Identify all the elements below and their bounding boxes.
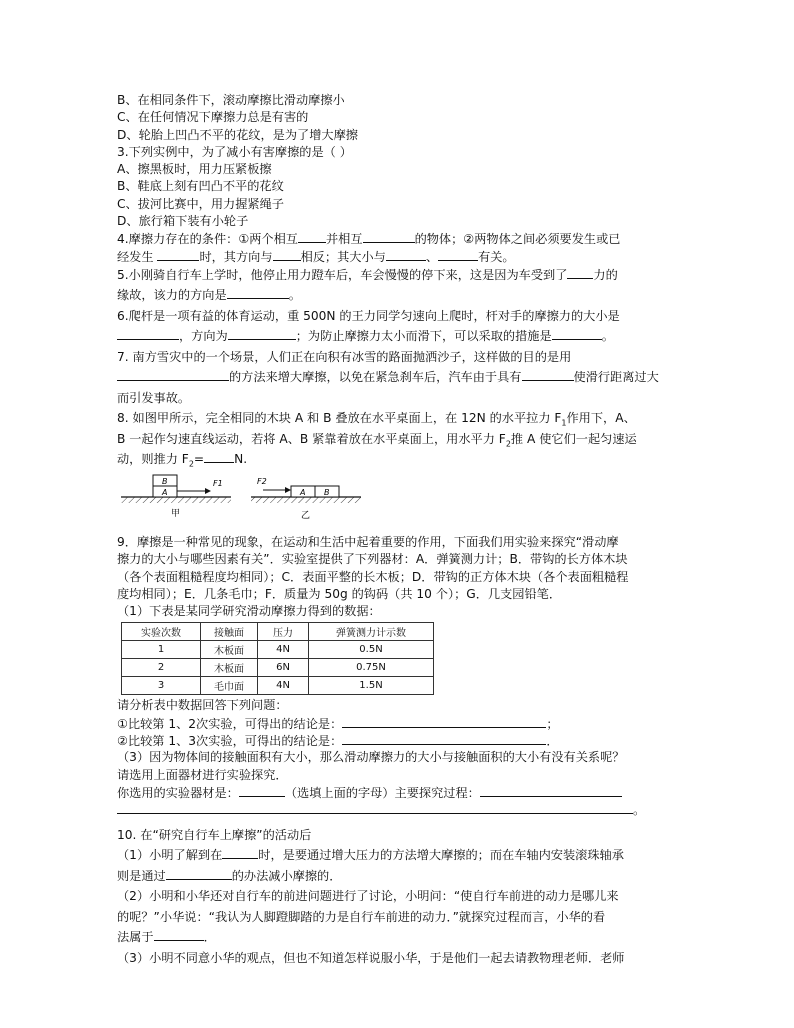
answer-blank[interactable] (117, 327, 179, 340)
table-header: 压力 (258, 623, 309, 641)
label-f1: F1 (213, 478, 223, 488)
option-d-line: D、轮胎上凹凸不平的花纹，是为了增大摩擦 (117, 127, 358, 142)
question-10-line-7: （3）小明不同意小华的观点，但也不知道怎样说服小华，于是他们一起去请教物理老师．老师 (117, 950, 625, 965)
answer-blank[interactable] (552, 327, 602, 340)
q4-text-a1: 4.摩擦力存在的条件：①两个相互 (117, 232, 298, 247)
option-b-line: B、在相同条件下，滚动摩擦比滑动摩擦小 (117, 93, 345, 107)
table-row (122, 659, 434, 677)
question-9-line-3: （各个表面粗糙程度均相同）；C．表面平整的长木板；D．带钩的正方体木块（各个表面粗糙程 (117, 569, 629, 584)
q10-text-3b: 的办法减小摩擦的． (231, 868, 342, 883)
table-surface-yi (251, 497, 361, 503)
table-cell: 1 (122, 641, 201, 659)
answer-blank[interactable] (204, 450, 234, 463)
q5-text-a: 5.小刚骑自行车上学时，他停止用力蹬车后，车会慢慢的停下来，这是因为车受到了 (117, 267, 568, 282)
blocks-diagram (117, 472, 367, 522)
q4-text-a3: 的物体；②两物体之间必须要发生或已 (414, 232, 621, 247)
question-9-line-5: （1）下表是某同学研究滑动摩擦力得到的数据： (117, 604, 381, 619)
q7-text-b1: 的方法来增大摩擦，以免在紧急刹车后，汽车由于具有 (229, 370, 522, 385)
answer-blank[interactable] (157, 248, 199, 261)
worksheet-page (117, 92, 687, 968)
question-9-line-4: 度均相同）；E．几条毛巾；F．质量为 50g 的钩码（共 10 个）；G．几支园铅笔． (117, 586, 562, 601)
q6-text-b3: 。 (601, 329, 614, 344)
answer-blank[interactable] (363, 230, 415, 243)
q3-option-a: A、擦黑板时，用力压紧板擦 (117, 162, 272, 177)
question-5-line-2 (117, 285, 687, 306)
table-cell: 4N (258, 641, 309, 659)
label-b-jia: B (162, 476, 168, 486)
q8-sub-3: 2 (188, 459, 194, 469)
q4-text-a2: 并相互 (326, 232, 363, 247)
answer-blank[interactable] (239, 784, 285, 797)
answer-blank[interactable] (342, 715, 546, 728)
q8-text-c2: = (193, 452, 205, 467)
question-3-stem: 3.下列实例中，为了减小有害摩擦的是（ ） (117, 144, 352, 159)
table-header: 实验次数 (122, 623, 201, 641)
q4-text-b3: 相反；其大小与 (300, 249, 386, 264)
table-header: 接触面 (201, 623, 258, 641)
q9-text-11b: （选填上面的字母）主要探究过程： (284, 785, 480, 800)
friction-data-table (121, 622, 434, 695)
q9-text-8: ②比较第 1、3次实验，可得出的结论是： (117, 734, 343, 749)
answer-blank[interactable] (438, 248, 478, 261)
q5-text-b: 缘故，该力的方向是 (117, 288, 227, 303)
answer-blank[interactable] (386, 248, 426, 261)
question-7-line-2 (117, 367, 687, 388)
q9-text-7: ①比较第 1、2次实验，可得出的结论是： (117, 716, 343, 731)
table-cell: 毛巾面 (201, 677, 258, 695)
answer-blank[interactable] (166, 867, 232, 880)
table-row (122, 677, 434, 695)
table-header: 弹簧测力计示数 (309, 623, 434, 641)
q4-text-b1: 经发生 (117, 249, 158, 264)
answer-blank[interactable] (273, 248, 301, 261)
q10-text-3a: 则是通过 (117, 868, 166, 883)
question-4-line-1 (117, 230, 687, 247)
question-8-line-1 (117, 408, 687, 429)
table-cell: 木板面 (201, 641, 258, 659)
question-4-line-2 (117, 248, 687, 265)
q3-option-b: B、鞋底上刻有凹凸不平的花纹 (117, 179, 284, 194)
label-f2: F2 (257, 476, 267, 486)
question-10-line-6 (117, 927, 687, 948)
answer-blank[interactable] (222, 846, 258, 859)
q8-text-b2: 推 A 使它们一起匀速运 (510, 431, 637, 446)
table-cell: 1.5N (309, 677, 434, 695)
q6-text-b2: ；为防止摩擦力太小而滑下，可以采取的措施是 (295, 329, 552, 344)
q8-text-c: 动，则推力 F (117, 452, 189, 467)
q5-text-a2: 力的 (593, 267, 618, 282)
q7-text-b2: 使滑行距离过大 (573, 370, 659, 385)
question-10-line-4: （2）小明和小华还对自行车的前进问题进行了讨论，小明问：“使自行车前进的动力是哪儿来 (117, 889, 619, 904)
question-7-line-1: 7. 南方雪灾中的一个场景，人们正在向积有冰雪的路面抛洒沙子，这样做的目的是用 (117, 349, 572, 364)
q8-text-a2: 作用下，A、 (566, 411, 636, 426)
answer-blank[interactable] (567, 266, 593, 279)
label-b-yi: B (324, 487, 330, 497)
q8-sub-2: 2 (505, 439, 511, 449)
question-10-line-3 (117, 866, 687, 887)
question-10-line-1: 10. 在“研究自行车上摩擦”的活动后 (117, 827, 312, 842)
table-cell: 4N (258, 677, 309, 695)
table-cell: 0.75N (309, 659, 434, 677)
answer-blank[interactable] (227, 286, 289, 299)
q3-option-c: C、拔河比赛中，用力握紧绳子 (117, 196, 284, 211)
q4-text-b2: 时，其方向与 (199, 249, 273, 264)
answer-blank[interactable] (342, 732, 546, 745)
question-9-line-11 (117, 784, 687, 801)
q8-text-c3: N. (234, 452, 248, 467)
q4-text-b5: 有关。 (478, 249, 515, 264)
answer-blank[interactable] (228, 327, 296, 340)
label-a-yi: A (300, 487, 306, 497)
table-header-row (122, 623, 434, 641)
question-9-line-12 (117, 801, 687, 818)
question-9-line-2: 擦力的大小与哪些因素有关”．实验室提供了下列器材：A．弹簧测力计；B．带钩的长方体木块 (117, 552, 628, 567)
table-cell: 0.5N (309, 641, 434, 659)
question-7-line-3: 而引发事故。 (117, 390, 191, 405)
q10-text-2a: （1）小明了解到在 (117, 848, 223, 863)
question-10-line-2 (117, 845, 687, 866)
blocks-figure (117, 472, 687, 522)
answer-blank[interactable] (154, 928, 204, 941)
question-9-line-1: 9．摩擦是一种常见的现象，在运动和生活中起着重要的作用，下面我们用实验来探究“滑动摩 (117, 534, 619, 549)
q10-text-6a: 法属于 (117, 930, 154, 945)
caption-jia: 甲 (171, 508, 181, 519)
q9-text-8e: ． (546, 734, 559, 749)
table-cell: 2 (122, 659, 201, 677)
q9-text-12e: 。 (633, 803, 646, 818)
label-a-jia: A (162, 487, 168, 497)
q9-text-11a: 你选用的实验器材是： (117, 785, 239, 800)
table-cell: 木板面 (201, 659, 258, 677)
q3-option-d: D、旅行箱下装有小轮子 (117, 214, 249, 229)
caption-yi: 乙 (301, 510, 311, 521)
answer-blank[interactable] (522, 368, 574, 381)
q9-text-7e: ； (546, 716, 559, 731)
question-9-line-10: 请选用上面器材进行实验探究． (117, 767, 288, 782)
answer-blank[interactable] (117, 801, 633, 814)
question-5-line-1 (117, 265, 687, 286)
table-row (122, 641, 434, 659)
question-9-line-9: （3）因为物体间的接触面积有大小，那么滑动摩擦力的大小与接触面积的大小有没有关系呢？ (117, 750, 625, 765)
question-10-line-5: 的呢？”小华说：“我认为人脚蹬脚踏的力是自行车前进的动力．”就探究过程而言，小华的看 (117, 909, 606, 924)
table-surface-jia (121, 497, 231, 503)
q6-text-b1: ，方向为 (179, 329, 228, 344)
question-8-line-3 (117, 449, 687, 470)
q10-text-2b: 时，是要通过增大压力的方法增大摩擦的；而在车轴内安装滚珠轴承 (258, 848, 624, 863)
answer-blank[interactable] (117, 368, 229, 381)
question-6-line-1: 6.爬杆是一项有益的体育运动，重 500N 的王力同学匀速向上爬时，杆对手的摩擦力的大小是 (117, 308, 620, 323)
question-9-line-6: 请分析表中数据回答下列问题： (117, 698, 288, 713)
question-9-line-8 (117, 732, 687, 749)
q4-text-b4: 、 (425, 249, 439, 264)
q10-text-6b: ． (203, 930, 216, 945)
table-cell: 6N (258, 659, 309, 677)
q5-text-b2: 。 (288, 288, 301, 303)
q8-sub-1: 1 (561, 418, 567, 428)
table-cell: 3 (122, 677, 201, 695)
q8-text-b: B 一起作匀速直线运动，若将 A、B 紧靠着放在水平桌面上，用水平力 F (117, 431, 506, 446)
answer-blank[interactable] (298, 230, 326, 243)
question-9-line-7 (117, 715, 687, 732)
q8-text-a: 8. 如图甲所示，完全相同的木块 A 和 B 叠放在水平桌面上，在 12N 的水平拉力 F (117, 411, 562, 426)
answer-blank[interactable] (480, 784, 622, 797)
option-c-line: C、在任何情况下摩擦力总是有害的 (117, 110, 309, 125)
question-8-line-2 (117, 429, 687, 450)
question-6-line-2 (117, 326, 687, 347)
